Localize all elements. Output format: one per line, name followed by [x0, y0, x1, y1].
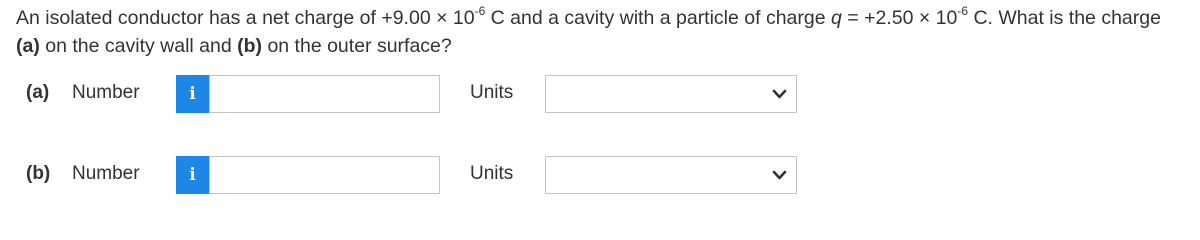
- exponent: -6: [957, 3, 969, 18]
- answer-row-b: [0, 154, 1200, 196]
- info-icon[interactable]: i: [176, 75, 209, 113]
- part-b-ref: (b): [237, 35, 263, 57]
- part-label: (b): [26, 163, 51, 184]
- number-label: Number: [72, 163, 140, 184]
- number-input[interactable]: [209, 156, 440, 194]
- chevron-down-icon: [772, 169, 787, 181]
- question-line-2: [16, 32, 1161, 60]
- question-segment: on the outer surface?: [262, 35, 452, 57]
- chevron-down-icon: [772, 88, 787, 100]
- variable-q: q: [831, 7, 842, 29]
- question-segment: = +2.50 × 10: [841, 7, 958, 29]
- number-label: Number: [72, 82, 140, 103]
- units-dropdown[interactable]: [545, 75, 797, 113]
- question-line-1: [16, 4, 1161, 32]
- units-label: Units: [470, 82, 514, 103]
- units-dropdown[interactable]: [545, 156, 797, 194]
- exponent: -6: [474, 3, 486, 18]
- answer-row-a: [0, 73, 1200, 115]
- number-input[interactable]: [209, 75, 440, 113]
- units-label: Units: [470, 163, 514, 184]
- question-text: [16, 4, 1161, 60]
- part-a-ref: (a): [16, 35, 40, 57]
- question-segment: An isolated conductor has a net charge of +9.00 × 10: [16, 7, 475, 29]
- part-label: (a): [26, 82, 50, 103]
- question-segment: C. What is the charge: [968, 7, 1161, 29]
- question-segment: C and a cavity with a particle of charge: [485, 7, 832, 29]
- question-segment: on the cavity wall and: [39, 35, 238, 57]
- info-icon[interactable]: i: [176, 156, 209, 194]
